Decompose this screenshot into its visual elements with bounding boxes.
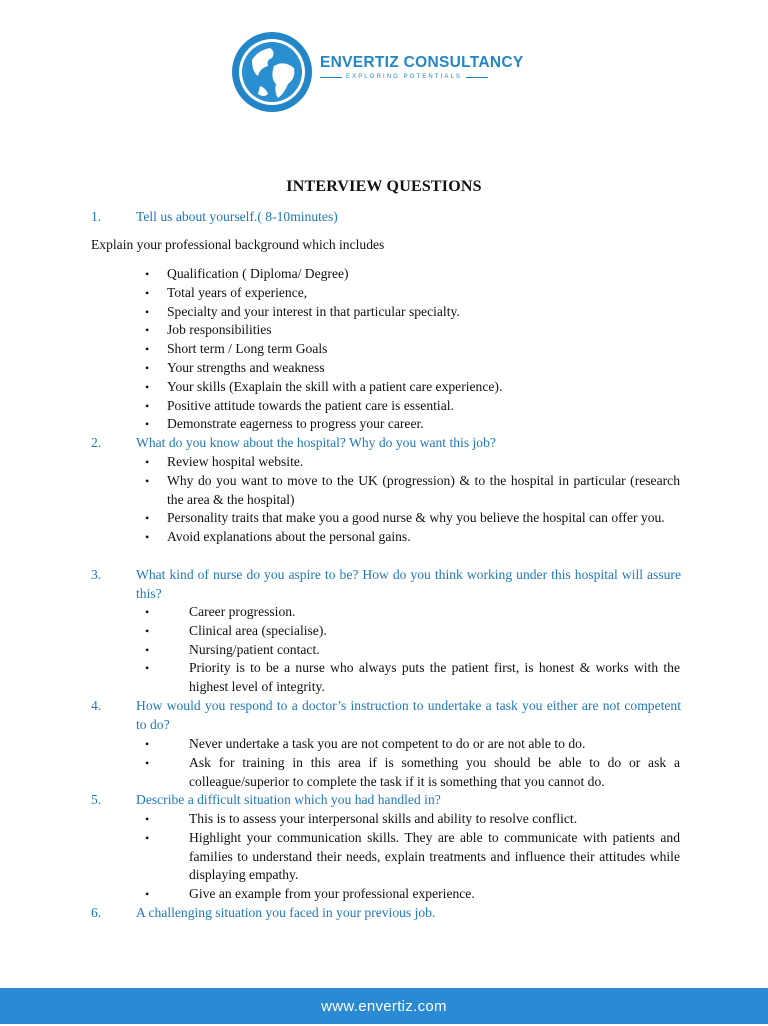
- list-item: • Priority is to be a nurse who always puts the patient first, is honest & works with the highest level of integrity.: [145, 660, 680, 695]
- bullet-icon: •: [145, 887, 150, 902]
- divider: [466, 77, 488, 78]
- bullet-icon: •: [145, 285, 150, 300]
- question-4: [91, 697, 681, 735]
- footer-bar: [0, 988, 768, 1024]
- list-q3: [145, 603, 680, 697]
- list-item: • Demonstrate eagerness to progress your career.: [145, 415, 685, 434]
- brand-tagline: EXPLORING POTENTIALS: [346, 74, 463, 80]
- footer-url-link[interactable]: www.envertiz.com: [321, 998, 447, 1015]
- question-number: 4.: [91, 698, 102, 713]
- list-item: • Nursing/patient contact.: [145, 641, 680, 660]
- list-item: • Total years of experience,: [145, 284, 685, 303]
- list-q4: [145, 735, 680, 791]
- bullet-icon: •: [145, 661, 150, 676]
- company-header: [230, 28, 550, 118]
- question-text: A challenging situation you faced in your previous job.: [136, 905, 436, 920]
- list-item: • Why do you want to move to the UK (progression) & to the hospital in particular (research the area & the hospital): [145, 472, 680, 507]
- question-3: [91, 566, 681, 604]
- question-text: Describe a difficult situation which you had handled in?: [136, 792, 441, 807]
- bullet-icon: •: [145, 511, 150, 526]
- bullet-icon: •: [145, 360, 150, 375]
- list-item: • Never undertake a task you are not competent to do or are not able to do.: [145, 735, 680, 754]
- question-number: 1.: [91, 209, 102, 224]
- bullet-icon: •: [145, 473, 150, 488]
- intro-paragraph: Explain your professional background which includes: [91, 237, 385, 252]
- bullet-icon: •: [145, 455, 150, 469]
- bullet-icon: •: [145, 267, 150, 281]
- tagline-row: [320, 74, 523, 80]
- question-5: [91, 791, 681, 810]
- bullet-icon: •: [145, 812, 150, 826]
- question-number: 3.: [91, 567, 102, 582]
- list-q1: [145, 265, 685, 434]
- question-2: [91, 434, 681, 453]
- list-item: • Positive attitude towards the patient care is essential.: [145, 397, 685, 416]
- bullet-icon: •: [145, 737, 150, 751]
- list-item: • Your skills (Exaplain the skill with a patient care experience).: [145, 378, 685, 397]
- list-item: • Give an example from your professional experience.: [145, 885, 680, 904]
- list-q5: [145, 810, 680, 904]
- list-item: • Specialty and your interest in that particular specialty.: [145, 303, 685, 322]
- question-number: 2.: [91, 435, 102, 450]
- list-q2: [145, 453, 680, 547]
- brand-name: ENVERTIZ CONSULTANCY: [320, 54, 524, 71]
- bullet-icon: •: [145, 830, 150, 845]
- bullet-icon: •: [145, 605, 150, 619]
- question-text: How would you respond to a doctor’s instruction to undertake a task you either are not competent to do?: [136, 698, 681, 732]
- list-item: • Qualification ( Diploma/ Degree): [145, 265, 685, 284]
- list-item: • Job responsibilities: [145, 321, 685, 340]
- question-1: [91, 208, 681, 227]
- list-item: • Ask for training in this area if is something you should be able to do or ask a colleague/superior to complete the task if it is something that you cannot do.: [145, 754, 680, 789]
- list-item: • This is to assess your interpersonal skills and ability to resolve conflict.: [145, 810, 680, 829]
- list-item: • Your strengths and weakness: [145, 359, 685, 378]
- page-title: INTERVIEW QUESTIONS: [286, 178, 482, 195]
- bullet-icon: •: [145, 323, 150, 338]
- question-text: What do you know about the hospital? Why do you want this job?: [136, 435, 496, 450]
- list-item: • Career progression.: [145, 603, 680, 622]
- bullet-icon: •: [145, 642, 150, 657]
- list-item: • Review hospital website.: [145, 453, 680, 472]
- question-6: [91, 904, 681, 923]
- list-item: • Clinical area (specialise).: [145, 622, 680, 641]
- bullet-icon: •: [145, 530, 150, 545]
- list-item: • Personality traits that make you a good nurse & why you believe the hospital can offer you.: [145, 509, 680, 528]
- bullet-icon: •: [145, 623, 150, 638]
- question-text: Tell us about yourself.( 8-10minutes): [136, 209, 338, 224]
- bullet-icon: •: [145, 417, 150, 432]
- bullet-icon: •: [145, 304, 150, 319]
- list-item: • Avoid explanations about the personal gains.: [145, 528, 680, 547]
- bullet-icon: •: [145, 379, 150, 394]
- divider: [320, 77, 342, 78]
- question-text: What kind of nurse do you aspire to be? How do you think working under this hospital will assure this?: [136, 567, 681, 601]
- list-item: • Short term / Long term Goals: [145, 340, 685, 359]
- bullet-icon: •: [145, 398, 150, 413]
- bullet-icon: •: [145, 342, 150, 357]
- question-number: 6.: [91, 905, 102, 920]
- question-number: 5.: [91, 792, 102, 807]
- list-item: • Highlight your communication skills. They are able to communicate with patients and families to understand their needs, explain treatments and influence their attitudes while displaying empathy.: [145, 829, 680, 883]
- globe-logo-icon: [230, 30, 314, 114]
- brand-text: [320, 54, 523, 80]
- bullet-icon: •: [145, 755, 150, 770]
